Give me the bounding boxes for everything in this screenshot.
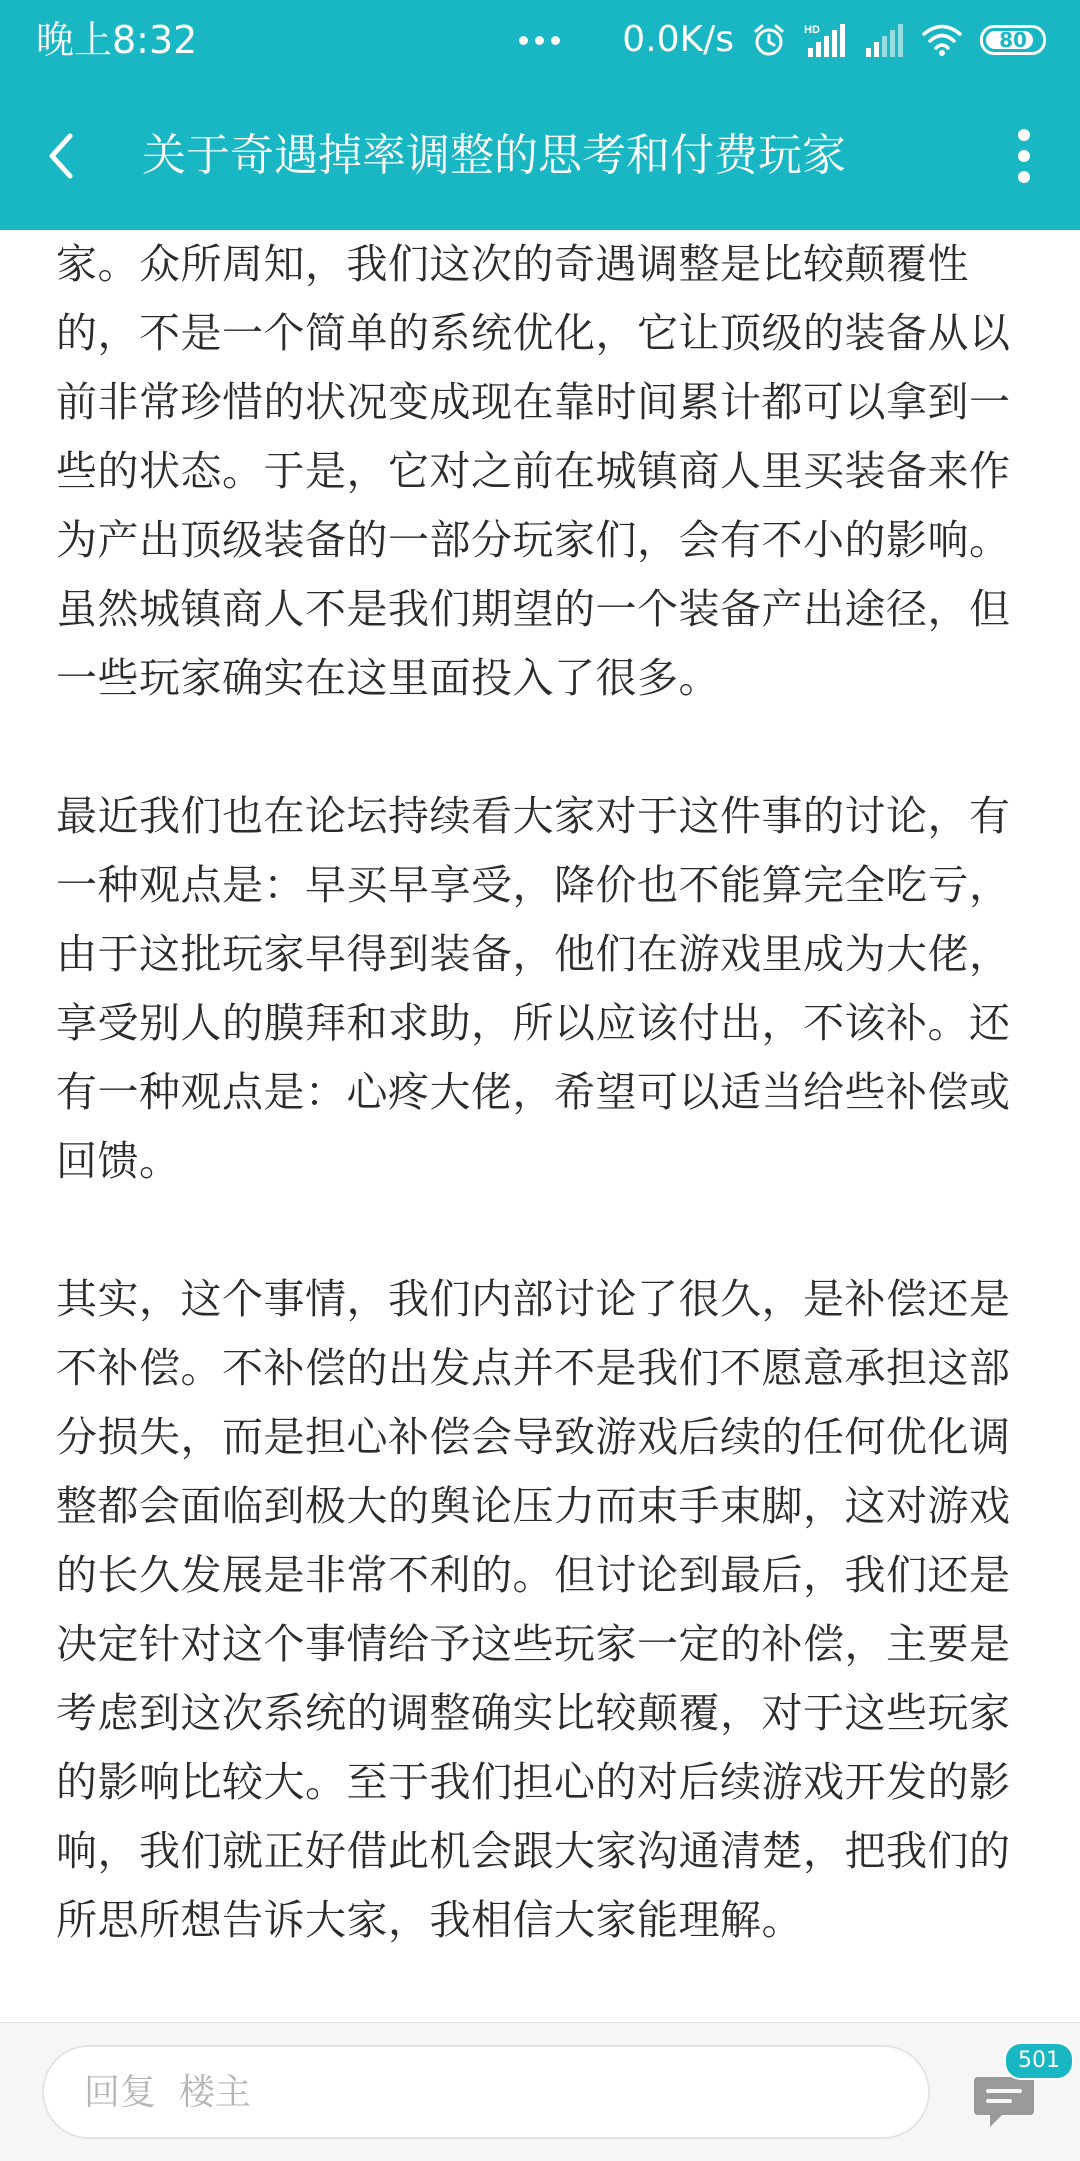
status-time: 晚上8:32: [36, 18, 198, 62]
post-paragraph: 其实，这个事情，我们内部讨论了很久，是补偿还是不补偿。不补偿的出发点并不是我们不愿意承担这部分损失，而是担心补偿会导致游戏后续的任何优化调整都会面临到极大的舆论压力而束手束脚，这对游戏的长久发展是非常不利的。但讨论到最后，我们还是决定针对这个事情给予这些玩家一定的补偿，主要是考虑到这次系统的调整确实比较颠覆，对于这些玩家的影响比较大。至于我们担心的对后续游戏开发的影响，我们就正好借此机会跟大家沟通清楚，把我们的所思所想告诉大家，我相信大家能理解。: [56, 1275, 1011, 1944]
post-paragraph: 家。众所周知，我们这次的奇遇调整是比较颠覆性的，不是一个简单的系统优化，它让顶级的装备从以前非常珍惜的状况变成现在靠时间累计都可以拿到一些的状态。于是，它对之前在城镇商人里买装备来作为产出顶级装备的一部分玩家们，会有不小的影响。虽然城镇商人不是我们期望的一个装备产出途径，但一些玩家确实在这里面投入了很多。: [56, 240, 1011, 702]
reply-input[interactable]: [42, 2045, 930, 2139]
battery-icon: [980, 25, 1046, 55]
post-content[interactable]: [0, 230, 1080, 2022]
reply-bar: [0, 2022, 1080, 2161]
status-bar: [0, 0, 1080, 82]
more-vertical-icon: [1018, 129, 1030, 141]
battery-level: 80: [999, 28, 1027, 52]
signal-icon: [864, 22, 904, 58]
alarm-icon: [752, 23, 786, 57]
hd-signal-icon: [804, 22, 846, 58]
post-paragraph: 最近我们也在论坛持续看大家对于这件事的讨论，有一种观点是：早买早享受，降价也不能算完全吃亏，由于这批玩家早得到装备，他们在游戏里成为大佬，享受别人的膜拜和求助，所以应该付出，不该补。还有一种观点是：心疼大佬，希望可以适当给些补偿或回馈。: [56, 792, 1011, 1185]
chevron-left-icon: [42, 132, 82, 180]
more-options-button[interactable]: [992, 116, 1056, 196]
comment-count-badge: 501: [1004, 2042, 1074, 2080]
back-button[interactable]: [22, 116, 102, 196]
net-speed: 0.0K/s: [622, 19, 734, 60]
status-icons: [519, 14, 1046, 66]
more-dots-icon: [519, 36, 560, 45]
svg-text:HD: HD: [804, 24, 820, 36]
page-title: 关于奇遇掉率调整的思考和付费玩家: [142, 130, 846, 181]
wifi-icon: [922, 24, 962, 56]
post-body: [56, 230, 1024, 1955]
title-bar: [0, 82, 1080, 230]
